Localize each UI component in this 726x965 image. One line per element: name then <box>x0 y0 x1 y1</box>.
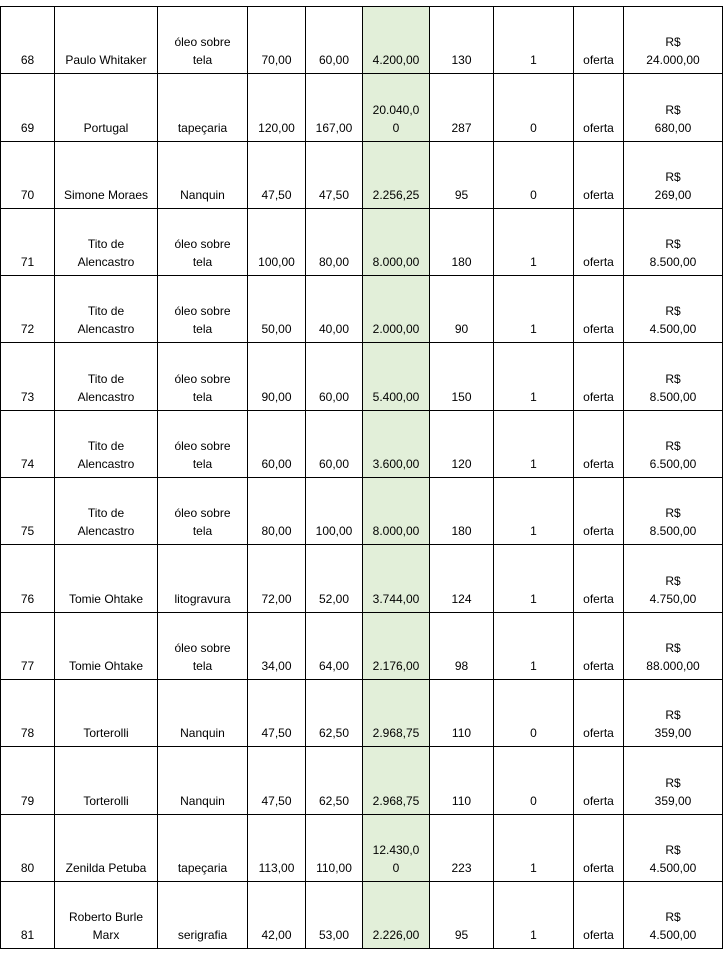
table-row <box>1 343 723 410</box>
cell-perimeter: 95 <box>430 141 494 208</box>
cell-type: oferta <box>574 478 624 545</box>
cell-artist: Torterolli <box>55 747 158 814</box>
table-row <box>1 881 723 948</box>
cell-type: oferta <box>574 7 624 74</box>
cell-artist: Zenilda Petuba <box>55 814 158 881</box>
cell-area: 2.000,00 <box>363 276 430 343</box>
cell-technique: litogravura <box>158 545 248 612</box>
cell-technique: óleo sobre tela <box>158 208 248 275</box>
cell-width: 60,00 <box>248 410 306 477</box>
cell-perimeter: 110 <box>430 679 494 746</box>
cell-height: 62,50 <box>306 747 363 814</box>
cell-technique: serigrafia <box>158 881 248 948</box>
cell-perimeter: 287 <box>430 74 494 141</box>
table-row <box>1 141 723 208</box>
cell-width: 50,00 <box>248 276 306 343</box>
cell-perimeter: 180 <box>430 478 494 545</box>
cell-flag: 1 <box>494 343 574 410</box>
cell-height: 60,00 <box>306 343 363 410</box>
cell-flag: 1 <box>494 545 574 612</box>
cell-area: 5.400,00 <box>363 343 430 410</box>
cell-perimeter: 90 <box>430 276 494 343</box>
cell-width: 72,00 <box>248 545 306 612</box>
cell-flag: 1 <box>494 478 574 545</box>
cell-flag: 0 <box>494 141 574 208</box>
table-row <box>1 545 723 612</box>
cell-area: 3.744,00 <box>363 545 430 612</box>
cell-area: 8.000,00 <box>363 208 430 275</box>
cell-perimeter: 120 <box>430 410 494 477</box>
cell-height: 167,00 <box>306 74 363 141</box>
table-row <box>1 410 723 477</box>
table-row <box>1 276 723 343</box>
cell-technique: óleo sobre tela <box>158 276 248 343</box>
cell-area: 20.040,0 0 <box>363 74 430 141</box>
cell-perimeter: 223 <box>430 814 494 881</box>
cell-technique: Nanquin <box>158 679 248 746</box>
cell-area: 3.600,00 <box>363 410 430 477</box>
cell-technique: óleo sobre tela <box>158 478 248 545</box>
cell-type: oferta <box>574 814 624 881</box>
cell-price: R$ 6.500,00 <box>624 410 723 477</box>
cell-price: R$ 88.000,00 <box>624 612 723 679</box>
cell-price: R$ 8.500,00 <box>624 343 723 410</box>
cell-area: 8.000,00 <box>363 478 430 545</box>
cell-price: R$ 8.500,00 <box>624 208 723 275</box>
cell-artist: Tomie Ohtake <box>55 612 158 679</box>
table-row <box>1 747 723 814</box>
table-row <box>1 814 723 881</box>
cell-flag: 0 <box>494 74 574 141</box>
cell-id: 76 <box>1 545 55 612</box>
table-row <box>1 478 723 545</box>
cell-technique: Nanquin <box>158 747 248 814</box>
cell-flag: 1 <box>494 410 574 477</box>
cell-technique: óleo sobre tela <box>158 7 248 74</box>
cell-width: 47,50 <box>248 679 306 746</box>
cell-area: 2.256,25 <box>363 141 430 208</box>
cell-type: oferta <box>574 747 624 814</box>
cell-technique: óleo sobre tela <box>158 612 248 679</box>
cell-area: 2.968,75 <box>363 747 430 814</box>
cell-technique: Nanquin <box>158 141 248 208</box>
cell-artist: Tomie Ohtake <box>55 545 158 612</box>
cell-id: 71 <box>1 208 55 275</box>
cell-price: R$ 24.000,00 <box>624 7 723 74</box>
cell-artist: Tito de Alencastro <box>55 343 158 410</box>
cell-area: 4.200,00 <box>363 7 430 74</box>
cell-price: R$ 359,00 <box>624 747 723 814</box>
cell-id: 70 <box>1 141 55 208</box>
cell-id: 69 <box>1 74 55 141</box>
table-row <box>1 7 723 74</box>
cell-height: 60,00 <box>306 7 363 74</box>
cell-id: 80 <box>1 814 55 881</box>
cell-price: R$ 4.750,00 <box>624 545 723 612</box>
cell-price: R$ 4.500,00 <box>624 881 723 948</box>
cell-width: 80,00 <box>248 478 306 545</box>
cell-width: 100,00 <box>248 208 306 275</box>
cell-type: oferta <box>574 679 624 746</box>
artworks-table <box>0 6 723 949</box>
cell-id: 75 <box>1 478 55 545</box>
table-body <box>1 7 723 949</box>
cell-width: 113,00 <box>248 814 306 881</box>
cell-artist: Tito de Alencastro <box>55 208 158 275</box>
cell-area: 12.430,0 0 <box>363 814 430 881</box>
cell-artist: Portugal <box>55 74 158 141</box>
table-row <box>1 612 723 679</box>
cell-width: 47,50 <box>248 747 306 814</box>
cell-height: 64,00 <box>306 612 363 679</box>
cell-flag: 1 <box>494 208 574 275</box>
cell-height: 100,00 <box>306 478 363 545</box>
cell-width: 47,50 <box>248 141 306 208</box>
cell-flag: 1 <box>494 814 574 881</box>
cell-width: 120,00 <box>248 74 306 141</box>
cell-artist: Torterolli <box>55 679 158 746</box>
cell-artist: Simone Moraes <box>55 141 158 208</box>
cell-flag: 1 <box>494 7 574 74</box>
cell-id: 81 <box>1 881 55 948</box>
cell-height: 52,00 <box>306 545 363 612</box>
cell-area: 2.176,00 <box>363 612 430 679</box>
cell-price: R$ 269,00 <box>624 141 723 208</box>
cell-height: 40,00 <box>306 276 363 343</box>
cell-id: 72 <box>1 276 55 343</box>
cell-height: 60,00 <box>306 410 363 477</box>
cell-flag: 1 <box>494 612 574 679</box>
cell-technique: óleo sobre tela <box>158 343 248 410</box>
cell-technique: óleo sobre tela <box>158 410 248 477</box>
cell-perimeter: 98 <box>430 612 494 679</box>
cell-type: oferta <box>574 545 624 612</box>
cell-type: oferta <box>574 276 624 343</box>
cell-id: 78 <box>1 679 55 746</box>
table-row <box>1 208 723 275</box>
cell-perimeter: 130 <box>430 7 494 74</box>
cell-height: 62,50 <box>306 679 363 746</box>
cell-perimeter: 110 <box>430 747 494 814</box>
cell-width: 42,00 <box>248 881 306 948</box>
cell-artist: Roberto Burle Marx <box>55 881 158 948</box>
cell-id: 74 <box>1 410 55 477</box>
cell-height: 47,50 <box>306 141 363 208</box>
cell-width: 90,00 <box>248 343 306 410</box>
table-row <box>1 74 723 141</box>
cell-type: oferta <box>574 343 624 410</box>
cell-id: 79 <box>1 747 55 814</box>
cell-perimeter: 124 <box>430 545 494 612</box>
cell-flag: 0 <box>494 747 574 814</box>
cell-height: 53,00 <box>306 881 363 948</box>
cell-price: R$ 359,00 <box>624 679 723 746</box>
cell-height: 80,00 <box>306 208 363 275</box>
table-row <box>1 679 723 746</box>
cell-width: 34,00 <box>248 612 306 679</box>
cell-technique: tapeçaria <box>158 814 248 881</box>
cell-flag: 1 <box>494 276 574 343</box>
cell-artist: Tito de Alencastro <box>55 410 158 477</box>
cell-type: oferta <box>574 74 624 141</box>
cell-type: oferta <box>574 612 624 679</box>
cell-flag: 1 <box>494 881 574 948</box>
cell-area: 2.968,75 <box>363 679 430 746</box>
cell-flag: 0 <box>494 679 574 746</box>
cell-width: 70,00 <box>248 7 306 74</box>
cell-technique: tapeçaria <box>158 74 248 141</box>
cell-area: 2.226,00 <box>363 881 430 948</box>
cell-price: R$ 4.500,00 <box>624 276 723 343</box>
cell-artist: Tito de Alencastro <box>55 478 158 545</box>
cell-type: oferta <box>574 208 624 275</box>
cell-perimeter: 180 <box>430 208 494 275</box>
cell-price: R$ 8.500,00 <box>624 478 723 545</box>
cell-price: R$ 680,00 <box>624 74 723 141</box>
cell-perimeter: 150 <box>430 343 494 410</box>
cell-artist: Paulo Whitaker <box>55 7 158 74</box>
cell-perimeter: 95 <box>430 881 494 948</box>
cell-type: oferta <box>574 881 624 948</box>
cell-price: R$ 4.500,00 <box>624 814 723 881</box>
cell-id: 73 <box>1 343 55 410</box>
cell-id: 68 <box>1 7 55 74</box>
cell-id: 77 <box>1 612 55 679</box>
cell-artist: Tito de Alencastro <box>55 276 158 343</box>
cell-type: oferta <box>574 410 624 477</box>
cell-height: 110,00 <box>306 814 363 881</box>
cell-type: oferta <box>574 141 624 208</box>
